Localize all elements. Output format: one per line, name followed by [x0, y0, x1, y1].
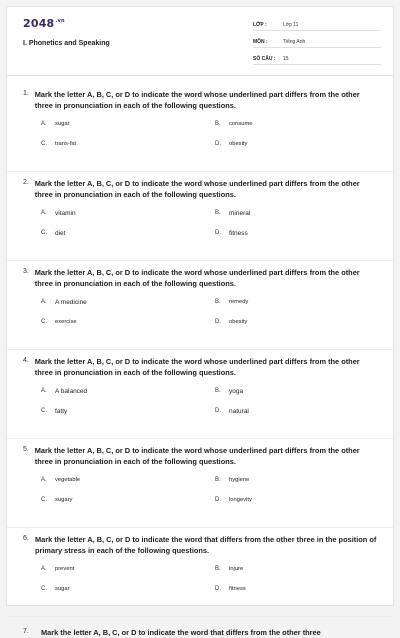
option-c[interactable] [41, 408, 67, 415]
option-text: obesity [229, 319, 248, 325]
option-letter: D. [215, 586, 221, 592]
option-c[interactable] [41, 497, 72, 503]
option-text: yoga [229, 388, 244, 395]
question-divider [7, 171, 393, 172]
worksheet-header [7, 7, 393, 71]
option-a[interactable] [41, 477, 80, 483]
header-divider [7, 75, 393, 76]
option-b[interactable] [215, 121, 253, 127]
question-text: Mark the letter A, B, C, or D to indicate the word whose underlined part differs from the other three in pronunciation in each of the following questions. [34, 268, 360, 288]
options [7, 299, 393, 343]
option-letter: C. [41, 497, 47, 503]
option-c[interactable] [41, 319, 77, 325]
option-b[interactable] [215, 477, 249, 483]
question-1 [7, 89, 393, 172]
meta-value: Tiếng Anh [283, 38, 306, 45]
option-d[interactable] [215, 586, 246, 592]
question-number: 7. [23, 628, 29, 635]
option-letter: A. [41, 210, 47, 216]
option-b[interactable] [215, 299, 248, 305]
question-3 [7, 267, 393, 350]
options [7, 388, 393, 432]
question-text: Mark the letter A, B, C, or D to indicate the word whose underlined part differs from the other three in pronunciation in each of the following questions. [34, 90, 360, 110]
option-c[interactable] [41, 141, 76, 147]
question-divider [7, 527, 393, 528]
question-number: 6. [23, 535, 29, 542]
option-text: fitness [229, 586, 246, 592]
option-b[interactable] [215, 388, 243, 395]
meta-key: SỐ CÂU : [253, 55, 276, 62]
option-letter: B. [215, 299, 221, 305]
meta-key: MÔN : [253, 38, 268, 45]
option-letter: B. [215, 477, 221, 483]
section-title: I. Phonetics and Speaking [23, 40, 110, 47]
option-letter: A. [41, 477, 47, 483]
meta-row-class [253, 19, 381, 31]
option-letter: D. [215, 497, 221, 503]
question-number: 3. [23, 268, 29, 275]
question-number: 1. [23, 90, 29, 97]
option-d[interactable] [215, 141, 247, 147]
meta-key: LỚP : [253, 21, 267, 28]
option-letter: C. [41, 319, 47, 325]
options [7, 566, 393, 610]
option-letter: B. [215, 388, 221, 394]
option-letter: B. [215, 566, 221, 572]
option-text: longevity [229, 497, 252, 503]
option-b[interactable] [215, 566, 243, 572]
option-a[interactable] [41, 299, 87, 306]
option-a[interactable] [41, 210, 76, 217]
option-letter: C. [41, 408, 47, 414]
option-text: obesity [229, 141, 248, 147]
option-a[interactable] [41, 388, 87, 395]
option-letter: A. [41, 388, 47, 394]
worksheet [6, 6, 394, 637]
options [7, 477, 393, 521]
question-number: 4. [23, 357, 29, 364]
option-text: mineral [229, 210, 251, 217]
question-text: Mark the letter A, B, C, or D to indicate the word whose underlined part differs from the other three in pronunciation in each of the following questions. [34, 357, 360, 377]
logo[interactable] [23, 17, 65, 30]
option-letter: A. [41, 566, 47, 572]
question-4 [7, 356, 393, 439]
option-letter: D. [215, 141, 221, 147]
option-letter: C. [41, 586, 47, 592]
option-text: sugar [55, 586, 70, 592]
option-text: prevent [55, 566, 75, 572]
option-d[interactable] [215, 497, 252, 503]
question-text: Mark the letter A, B, C, or D to indicate the word whose underlined part differs from the other three in pronunciation in each of the following questions. [34, 179, 360, 199]
option-text: injure [229, 566, 244, 572]
option-text: diet [55, 230, 66, 237]
option-a[interactable] [41, 566, 74, 572]
option-letter: B. [215, 210, 221, 216]
option-text: natural [229, 408, 249, 415]
option-letter: A. [41, 299, 47, 305]
option-text: hygiene [229, 477, 250, 483]
option-letter: B. [215, 121, 221, 127]
option-c[interactable] [41, 586, 70, 592]
question-number: 2. [23, 179, 29, 186]
option-text: trans-fat [55, 141, 77, 147]
option-text: vegetable [55, 477, 81, 483]
option-letter: C. [41, 230, 47, 236]
question-text: Mark the letter A, B, C, or D to indicate the word whose underlined part differs from the other three in pronunciation in each of the following questions. [34, 446, 360, 466]
question-text: Mark the letter A, B, C, or D to indicate the word that differs from the other three in the position of primary stress in each of the following questions. [34, 535, 377, 555]
option-text: sugar [55, 121, 70, 127]
question-text: Mark the letter A, B, C, or D to indicate the word that differs from the other three [41, 628, 321, 637]
options [7, 121, 393, 165]
option-letter: D. [215, 230, 221, 236]
option-d[interactable] [215, 319, 247, 325]
meta-row-subject [253, 36, 381, 48]
question-2 [7, 178, 393, 261]
option-b[interactable] [215, 210, 250, 217]
option-text: fatty [55, 408, 68, 415]
option-text: remedy [229, 299, 249, 305]
logo-suffix: .vn [55, 18, 65, 25]
option-c[interactable] [41, 230, 65, 237]
option-text: sugary [55, 497, 73, 503]
question-divider [7, 349, 393, 350]
option-text: exercise [55, 319, 77, 325]
question-divider [7, 260, 393, 261]
question-5 [7, 445, 393, 528]
meta-value: Lớp 11 [283, 21, 299, 28]
option-text: vitamin [55, 210, 76, 217]
option-letter: D. [215, 408, 221, 414]
option-d[interactable] [215, 230, 248, 237]
question-7 [7, 627, 393, 638]
question-number: 5. [23, 446, 29, 453]
option-text: A balanced [55, 388, 88, 395]
meta-info [253, 19, 381, 70]
option-text: consume [229, 121, 253, 127]
options [7, 210, 393, 254]
option-d[interactable] [215, 408, 249, 415]
logo-text: 2048 [23, 17, 55, 30]
question-divider [7, 616, 393, 617]
option-letter: A. [41, 121, 47, 127]
option-a[interactable] [41, 121, 70, 127]
question-6 [7, 534, 393, 617]
meta-row-count [253, 53, 381, 65]
meta-value: 15 [283, 55, 289, 62]
option-text: fitness [229, 230, 248, 237]
option-text: A medicine [55, 299, 87, 306]
option-letter: D. [215, 319, 221, 325]
question-list [7, 89, 393, 638]
option-letter: C. [41, 141, 47, 147]
question-divider [7, 438, 393, 439]
